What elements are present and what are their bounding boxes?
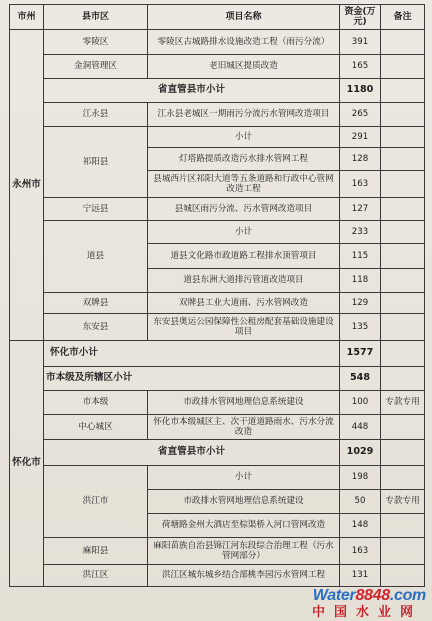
remark-cell — [381, 440, 425, 466]
county-cell: 宁远县 — [44, 198, 148, 221]
remark-cell — [381, 565, 425, 587]
remark-cell — [381, 538, 425, 565]
fund-cell: 163 — [340, 171, 381, 198]
remark-cell — [381, 314, 425, 341]
fund-cell: 233 — [340, 221, 381, 244]
project-cell: 道县东洲大道排污管道改造项目 — [148, 269, 340, 293]
fund-cell: 135 — [340, 314, 381, 341]
fund-cell: 148 — [340, 514, 381, 538]
fund-cell: 198 — [340, 466, 381, 490]
project-cell: 小计 — [148, 127, 340, 148]
fund-cell: 1180 — [340, 79, 381, 103]
table-header-row — [10, 5, 425, 30]
project-cell: 怀化市本级城区主、次干道道路雨水、污水分流改造 — [148, 415, 340, 440]
project-cell: 江永县老城区一期雨污分流污水管网改造项目 — [148, 103, 340, 127]
table-row — [10, 127, 425, 148]
remark-cell — [381, 293, 425, 314]
fund-cell: 291 — [340, 127, 381, 148]
table-row — [10, 565, 425, 587]
project-cell: 麻阳苗族自治县锦江河东段综合治理工程（污水管网部分） — [148, 538, 340, 565]
remark-cell — [381, 30, 425, 55]
remark-cell — [381, 244, 425, 269]
remark-cell: 专款专用 — [381, 391, 425, 415]
project-cell: 东安县奥运公园保障性公租房配套基础设施建设项目 — [148, 314, 340, 341]
county-cell: 中心城区 — [44, 415, 148, 440]
subtotal-label: 市本级及所辖区小计 — [44, 367, 340, 391]
header-city: 市州 — [10, 5, 44, 30]
remark-cell: 专款专用 — [381, 490, 425, 514]
project-cell: 荷塘路金州大酒店至棕渠桥入河口管网改造 — [148, 514, 340, 538]
project-cell: 老旧城区提质改造 — [148, 55, 340, 79]
fund-cell: 115 — [340, 244, 381, 269]
subtotal-row — [10, 367, 425, 391]
remark-cell — [381, 171, 425, 198]
fund-cell: 100 — [340, 391, 381, 415]
table-row — [10, 198, 425, 221]
header-remark: 备注 — [381, 5, 425, 30]
subtotal-label: 省直管县市小计 — [44, 79, 340, 103]
county-cell: 道县 — [44, 221, 148, 293]
header-project: 项目名称 — [148, 5, 340, 30]
county-cell: 市本级 — [44, 391, 148, 415]
project-cell: 道县文化路市政道路工程排水顶管项目 — [148, 244, 340, 269]
project-cell: 洪江区城东城乡结合部桃李园污水管网工程 — [148, 565, 340, 587]
project-cell: 市政排水管网地理信息系统建设 — [148, 490, 340, 514]
project-cell: 县城区雨污分流、污水管网改造项目 — [148, 198, 340, 221]
project-cell: 灯塔路提质改造污水排水管网工程 — [148, 148, 340, 171]
table-row — [10, 391, 425, 415]
fund-cell: 1577 — [340, 341, 381, 367]
subtotal-row — [10, 79, 425, 103]
county-cell: 东安县 — [44, 314, 148, 341]
fund-cell: 1029 — [340, 440, 381, 466]
subtotal-label: 省直管县市小计 — [44, 440, 340, 466]
fund-cell: 128 — [340, 148, 381, 171]
county-cell: 江永县 — [44, 103, 148, 127]
fund-cell: 129 — [340, 293, 381, 314]
fund-cell: 131 — [340, 565, 381, 587]
city-huaihua: 怀化市 — [10, 341, 44, 587]
project-cell: 市政排水管网地理信息系统建设 — [148, 391, 340, 415]
remark-cell — [381, 103, 425, 127]
remark-cell — [381, 79, 425, 103]
fund-cell: 118 — [340, 269, 381, 293]
remark-cell — [381, 127, 425, 148]
table-row — [10, 30, 425, 55]
remark-cell — [381, 148, 425, 171]
county-cell: 洪江区 — [44, 565, 148, 587]
subtotal-row — [10, 341, 425, 367]
fund-cell: 265 — [340, 103, 381, 127]
watermark-name: 中国水业网 — [311, 605, 422, 620]
fund-cell: 448 — [340, 415, 381, 440]
fund-allocation-table — [9, 4, 425, 587]
county-cell: 祁阳县 — [44, 127, 148, 198]
fund-cell: 163 — [340, 538, 381, 565]
table-row — [10, 221, 425, 244]
fund-cell: 127 — [340, 198, 381, 221]
remark-cell — [381, 55, 425, 79]
remark-cell — [381, 466, 425, 490]
header-county: 县市区 — [44, 5, 148, 30]
remark-cell — [381, 341, 425, 367]
table-row — [10, 293, 425, 314]
fund-cell: 391 — [340, 30, 381, 55]
table-row — [10, 466, 425, 490]
project-cell: 小计 — [148, 221, 340, 244]
county-cell: 双牌县 — [44, 293, 148, 314]
remark-cell — [381, 269, 425, 293]
fund-cell: 165 — [340, 55, 381, 79]
county-cell: 洪江市 — [44, 466, 148, 538]
fund-cell: 50 — [340, 490, 381, 514]
table-row — [10, 55, 425, 79]
table-row — [10, 538, 425, 565]
city-yongzhou: 永州市 — [10, 30, 44, 341]
watermark-site: Water8848.com — [312, 587, 426, 604]
table-row — [10, 314, 425, 341]
remark-cell — [381, 198, 425, 221]
watermark-logo — [302, 581, 432, 621]
fund-cell: 548 — [340, 367, 381, 391]
remark-cell — [381, 415, 425, 440]
subtotal-row — [10, 440, 425, 466]
table-row — [10, 103, 425, 127]
header-fund: 资金(万元) — [340, 5, 381, 30]
remark-cell — [381, 367, 425, 391]
table-row — [10, 415, 425, 440]
county-cell: 零陵区 — [44, 30, 148, 55]
county-cell: 麻阳县 — [44, 538, 148, 565]
county-cell: 金洞管理区 — [44, 55, 148, 79]
project-cell: 县城西片区祁阳大道等五条道路和行政中心管网改造工程 — [148, 171, 340, 198]
remark-cell — [381, 221, 425, 244]
project-cell: 零陵区古城路排水设施改造工程（雨污分流） — [148, 30, 340, 55]
project-cell: 双牌县工业大道雨、污水管网改造 — [148, 293, 340, 314]
remark-cell — [381, 514, 425, 538]
subtotal-label: 怀化市小计 — [44, 341, 340, 367]
project-cell: 小计 — [148, 466, 340, 490]
